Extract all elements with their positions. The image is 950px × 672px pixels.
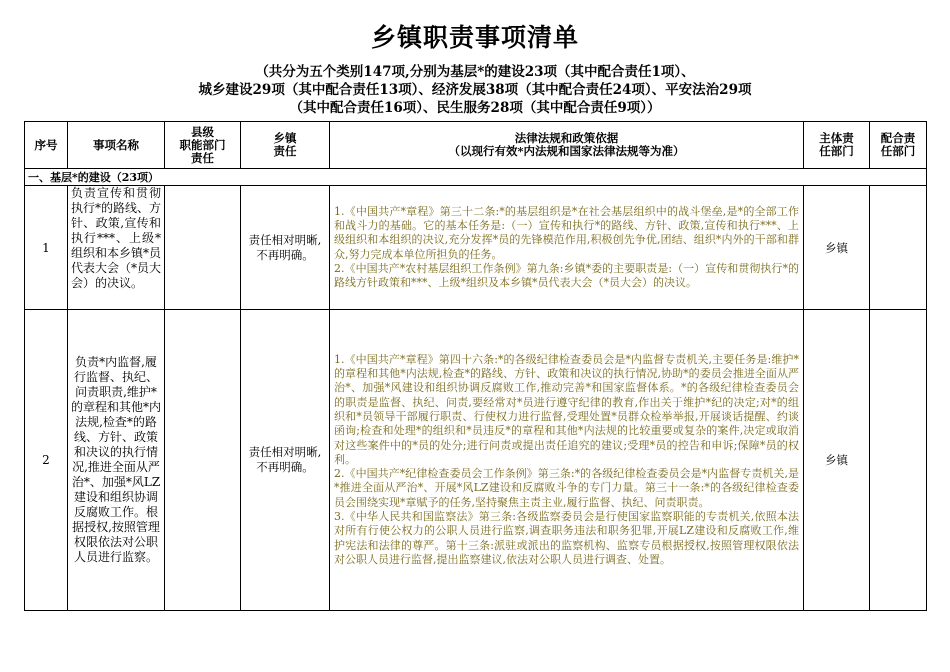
header-name: 事项名称 xyxy=(68,122,165,169)
row-town-duty: 责任相对明晰,不再明确。 xyxy=(241,186,330,310)
row-item-name: 负责宣传和贯彻执行*的路线、方针、政策,宣传和执行***、上级*组织和本乡镇*员代表大会（*员大会）的决议。 xyxy=(68,186,165,310)
header-basis: 法律法规和政策依据 （以现行有效*内法规和国家法律法规等为准） xyxy=(330,122,804,169)
header-county: 县级 职能部门 责任 xyxy=(165,122,241,169)
row-item-name: 负责*内监督,履行监督、执纪、问责职责,维护*的章程和其他*内法规,检查*的路线、方针、政策和决议的执行情况,推进全面从严治*、加强*风LZ建设和组织协调反腐败工作。根据授权,按照管理权限依法对公职人员进行监察。 xyxy=(68,310,165,611)
subtitle-line-2: 城乡建设29项（其中配合责任13项）、经济发展38项（其中配合责任24项）、平安法治29项 xyxy=(198,82,752,98)
row-seq: 1 xyxy=(25,186,68,310)
header-seq: 序号 xyxy=(25,122,68,169)
subtitle-line-1: （共分为五个类别147项,分别为基层*的建设23项（其中配合责任1项）、 xyxy=(255,64,695,80)
legal-basis-paragraph: 1.《中国共产*章程》第四十六条:*的各级纪律检查委员会是*内监督专责机关,主要任务是:维护*的章程和其他*内法规,检查*的路线、方针、政策和决议的执行情况,协助*的委员会推进全面从严治*、加强*风建设和组织协调反腐败工作,推动完善*和国家监督体系。*的各级纪律检查委员会的职责是监督、执纪、问责,要经常对*员进行遵守纪律的教育,作出关于维护*纪的决定;对*的组织和*员领导干部履行职责、行使权力进行监督,受理处置*员群众检举举报,开展谈话提醒、约谈函询;检查和处理*的组织和*员违反*的章程和其他*内法规的比较重要或复杂的案件,决定或取消对这些案件中的*员的处分;进行问责或提出责任追究的建议;受理*员的控告和申诉;保障*员的权利。 xyxy=(334,352,799,466)
header-cooperate: 配合责 任部门 xyxy=(870,122,927,169)
header-primary: 主体责 任部门 xyxy=(804,122,870,169)
category-row xyxy=(25,169,927,186)
duty-table xyxy=(24,121,927,611)
row-cooperate-dept xyxy=(870,186,927,310)
row-county-duty xyxy=(165,186,241,310)
legal-basis-paragraph: 3.《中华人民共和国监察法》第三条:各级监察委员会是行使国家监察职能的专责机关,依照本法对所有行使公权力的公职人员进行监察,调查职务违法和职务犯罪,开展LZ建设和反腐败工作,维护宪法和法律的尊严。第十三条:派驻或派出的监察机构、监察专员根据授权,按照管理权限依法对公职人员进行监督,提出监察建议,依法对公职人员进行调查、处置。 xyxy=(334,510,799,566)
table-row xyxy=(25,310,927,611)
row-town-duty: 责任相对明晰,不再明确。 xyxy=(241,310,330,611)
row-legal-basis xyxy=(330,310,804,611)
row-cooperate-dept xyxy=(870,310,927,611)
row-legal-basis xyxy=(330,186,804,310)
row-seq: 2 xyxy=(25,310,68,611)
category-label: 一、基层*的建设（23项） xyxy=(25,169,927,186)
row-primary-dept: 乡镇 xyxy=(804,186,870,310)
legal-basis-paragraph: 2.《中国共产*农村基层组织工作条例》第九条:乡镇*委的主要职责是:（一）宣传和贯彻执行*的路线方针政策和***、上级*组织及本乡镇*员代表大会（*员大会）的决议。 xyxy=(334,261,799,290)
page-title: 乡镇职责事项清单 xyxy=(370,23,579,52)
subtitle-line-3: （其中配合责任16项）、民生服务28项（其中配合责任9项）） xyxy=(289,100,661,116)
row-county-duty xyxy=(165,310,241,611)
table-row xyxy=(25,186,927,310)
legal-basis-paragraph: 2.《中国共产*纪律检查委员会工作条例》第三条:*的各级纪律检查委员会是*内监督专责机关,是*推进全面从严治*、开展*风LZ建设和反腐败斗争的专门力量。第三十一条:*的各级纪律检查委员会围绕实现*章赋予的任务,坚持聚焦主责主业,履行监督、执纪、问责职责。 xyxy=(334,467,799,509)
table-header-row xyxy=(25,122,927,169)
row-primary-dept: 乡镇 xyxy=(804,310,870,611)
header-town: 乡镇 责任 xyxy=(241,122,330,169)
legal-basis-paragraph: 1.《中国共产*章程》第三十二条:*的基层组织是*在社会基层组织中的战斗堡垒,是*的全部工作和战斗力的基础。它的基本任务是:（一）宣传和执行*的路线、方针、政策,宣传和执行***、上级组织和本组织的决议,充分发挥*员的先锋模范作用,积极创先争优,团结、组织*内外的干部和群众,努力完成本单位所担负的任务。 xyxy=(334,204,799,261)
